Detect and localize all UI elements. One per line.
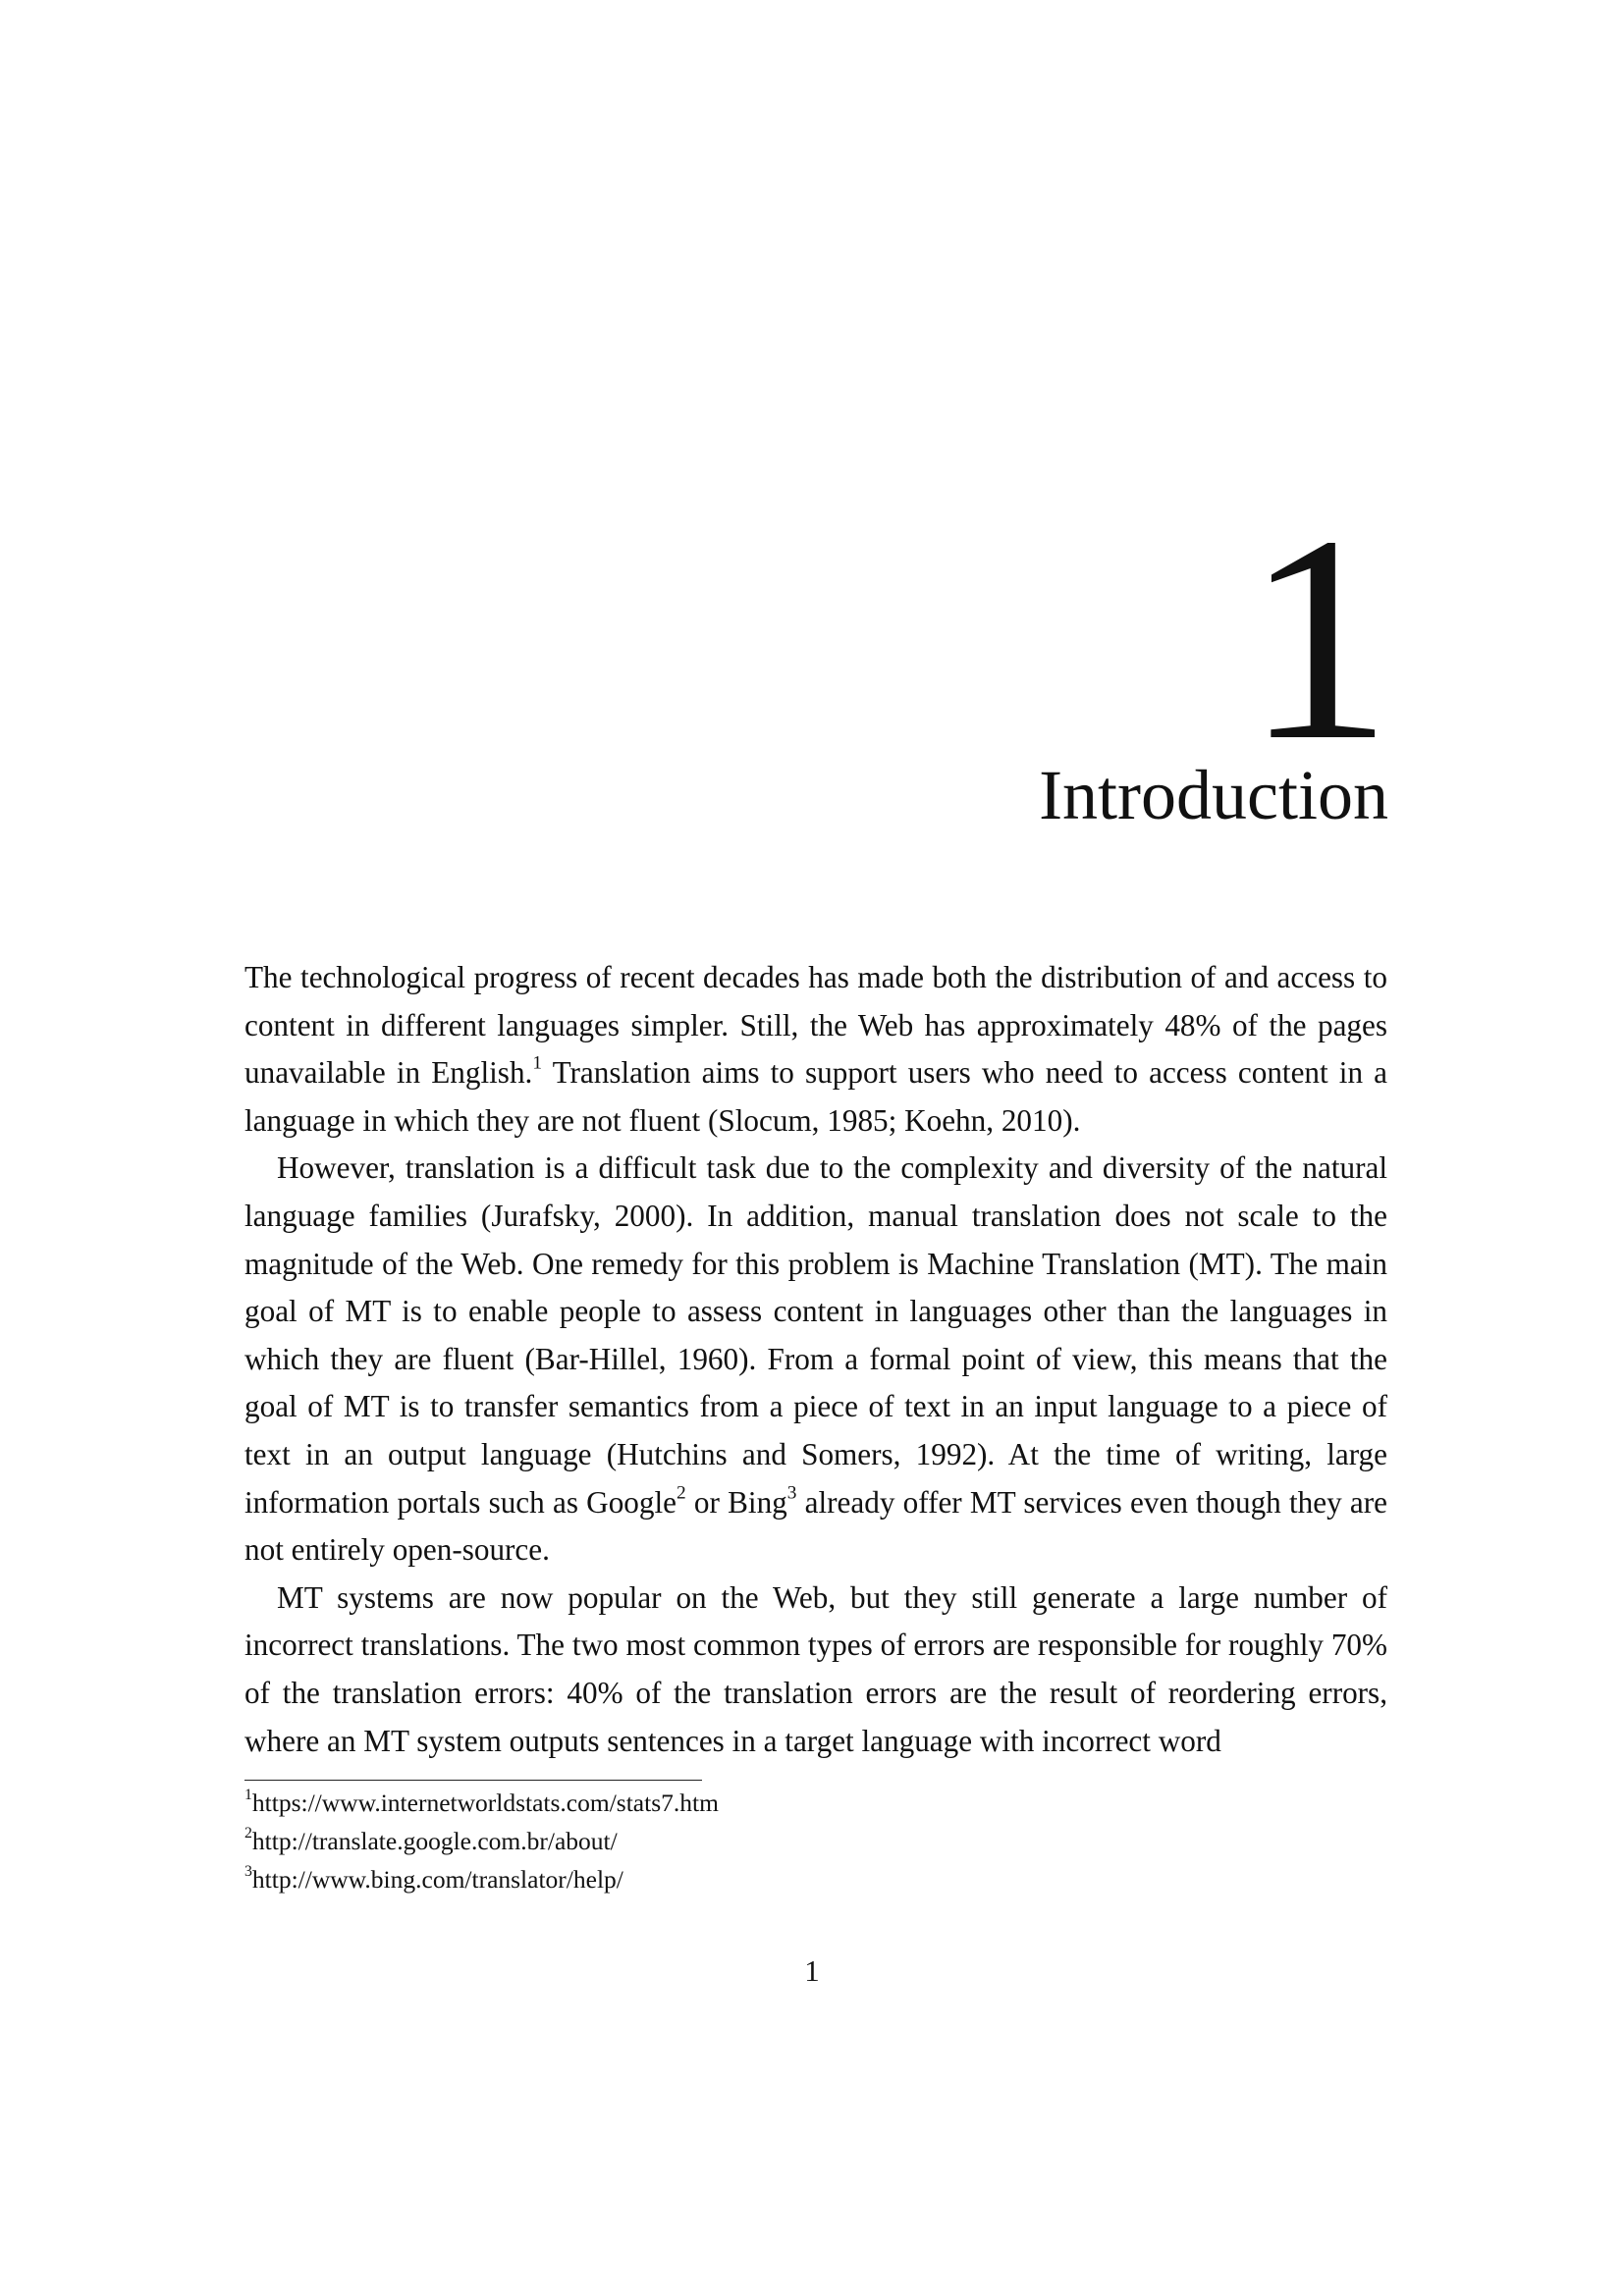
footnotes	[244, 1784, 1387, 1898]
chapter-title: Introduction	[1039, 756, 1388, 834]
footnote-mark-1: 1	[244, 1787, 252, 1804]
paragraph-2	[244, 1145, 1387, 1574]
footnote-3	[244, 1860, 1387, 1898]
page-number: 1	[804, 1953, 820, 1988]
paragraph-3	[244, 1575, 1387, 1765]
footnote-ref-1: 1	[532, 1052, 543, 1074]
footnote-ref-3: 3	[786, 1482, 797, 1504]
paragraph-2-text-a: However, translation is a difficult task due to the complexity and diversity of the natural language families (Jurafsky, 2000). In addition, manual translation does not scale to the magnitude of the Web. One remedy for this problem is Machine Translation (MT). The main goal of MT is to enable people to assess content in languages other than the languages in which they are fluent (Bar-Hillel, 1960). From a formal point of view, this means that the goal of MT is to transfer semantics from a piece of text in an input language to a piece of text in an output language (Hutchins and Somers, 1992). At the time of writing, large information portals such as Google	[244, 1150, 1387, 1520]
footnote-link-1[interactable]: https://www.internetworldstats.com/stats7.htm	[251, 1789, 719, 1817]
chapter-number: 1	[1245, 475, 1388, 801]
footnote-link-3[interactable]: http://www.bing.com/translator/help/	[251, 1865, 623, 1894]
footnote-2	[244, 1822, 1387, 1860]
paragraph-2-text-b: or Bing	[685, 1484, 787, 1520]
footnote-ref-2: 2	[677, 1482, 686, 1504]
footnote-link-2[interactable]: http://translate.google.com.br/about/	[251, 1827, 618, 1855]
footnote-divider	[244, 1780, 702, 1781]
paragraph-3-text: MT systems are now popular on the Web, but they still generate a large number of incorrect translations. The two most common types of errors are responsible for roughly 70% of the translation errors: 40% of the translation errors are the result of reordering errors, where an MT system outputs sentences in a target language with incorrect word	[244, 1579, 1387, 1758]
paragraph-1-text-b: Translation aims to support users who need to access content in a language in which they are not fluent (Slocum, 1985; Koehn, 2010).	[244, 1055, 1388, 1138]
footnote-1	[244, 1784, 1387, 1822]
body-text	[244, 954, 1387, 1765]
paragraph-1-text-a: The technological progress of recent decades has made both the distribution of and access to content in different languages simpler. Still, the Web has approximately 48% of the pages unavailable in English.	[244, 960, 1387, 1091]
paragraph-2-text-c: already offer MT services even though they are not entirely open-source.	[244, 1484, 1387, 1568]
paragraph-1	[244, 954, 1387, 1145]
footnote-mark-2: 2	[244, 1825, 252, 1842]
footnote-mark-3: 3	[244, 1863, 252, 1881]
